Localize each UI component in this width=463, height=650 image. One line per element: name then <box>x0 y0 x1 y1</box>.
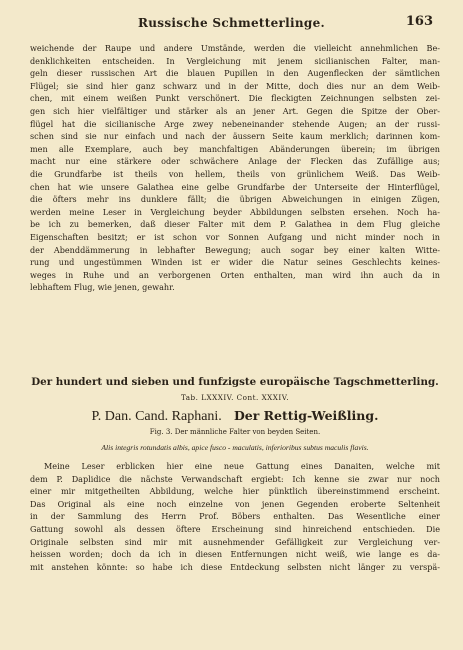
text-line: chen hat wie unsere Galathea eine gelbe Grundfarbe der Unterseite der Hinterflügel, <box>30 181 440 192</box>
text-line: einer mir mitgetheilten Abbildung, welche hier pünktlich übereinstimmend erscheint. <box>30 486 440 497</box>
text-line: mit anstehen könnte: so habe ich diese Entdeckung selbsten nicht länger zu verspä- <box>30 561 440 572</box>
species-latin-name: P. Dan. Cand. Raphani. <box>91 409 222 424</box>
plate-reference: Tab. LXXXIV. Cont. XXXIV. <box>181 393 289 402</box>
species-german-name: Der Rettig-Weißling. <box>233 408 379 423</box>
text-line: Das Original als eine noch einzelne von jenen Gegenden eroberte Seltenheit <box>30 498 440 509</box>
text-line: geln dieser russischen Art die blauen Pupillen in den Augenflecken der sämtlichen <box>30 68 440 79</box>
text-line: denklichkeiten entscheiden. In Vergleichung mit jenem sicilianischen Falter, man- <box>30 55 440 66</box>
text-line: dem P. Daplidice die nächste Verwandschaft ergiebt: Ich kenne sie zwar nur noch <box>30 473 440 484</box>
text-line: schen sind sie nur einfach und nach der äussern Seite kaum merklich; darinnen kom- <box>30 131 440 142</box>
text-line: Gattung sowohl als dessen öftere Erscheinung sind hinreichend entschieden. Die <box>30 523 440 534</box>
page-header <box>30 16 433 34</box>
text-line: der Abenddämmerung in lebhafter Bewegung; auch sogar bey einer kalten Witte- <box>30 244 440 255</box>
text-line: weges in Ruhe und an verborgenen Orten enthalten, man wird ihn auch da in <box>30 269 440 280</box>
paragraph-continuation <box>30 42 440 294</box>
text-line: die Grundfarbe ist theils von hellem, theils von grünlichem Weiß. Das Weib- <box>30 168 440 179</box>
text-line: heissen worden; doch da ich in diesen Entfernungen nicht weiß, wie lange es da- <box>30 549 440 560</box>
running-title: Russische Schmetterlinge. <box>138 16 325 30</box>
text-line: rung und ungestümmen Winden ist er wider die Natur seines Geschlechts keines- <box>30 257 440 268</box>
text-line: Originale selbsten sind mir mit ausnehmender Gefälligkeit zur Vergleichung ver- <box>30 536 440 547</box>
text-line: gen sich hier vielfältiger und stärker als an jener Art. Gegen die Spitze der Ober- <box>30 105 440 116</box>
text-line: macht nur eine stärkere oder schwächere Anlage der Flecken das Zufällige aus; <box>30 156 440 167</box>
text-line: weichende der Raupe und andere Umstände, werden die vielleicht annehmlichen Be- <box>30 43 440 53</box>
text-line: chen, mit einem weißen Punkt verschönert. Die fleckigten Zeichnungen selbsten zei- <box>30 93 440 104</box>
text-line: Flügel; sie sind hier ganz schwarz und in der Mitte, doch dies nur an dem Weib- <box>30 80 440 91</box>
paragraph-description <box>30 460 440 573</box>
page-number: 163 <box>405 14 433 29</box>
latin-description: Alis integris rotundatis albis, apice fusco - maculatis, inferioribus subtus maculis flavis. <box>101 443 369 452</box>
text-line: in der Sammlung des Herrn Prof. Böbers enthalten. Das Wesentliche einer <box>30 511 440 522</box>
text-line: lebhaftem Flug, wie jenen, gewahr. <box>30 282 175 293</box>
text-line: die öfters mehr ins dunklere fällt; die übrigen Abweichungen in einigen Zügen, <box>30 194 440 205</box>
text-line: flügel hat die sicilianische Arge zwey nebeneinander stehende Augen; an der russi- <box>30 118 440 129</box>
species-title <box>30 408 440 425</box>
text-line: werden meine Leser in Vergleichung beyder Abbildungen selbsten ersehen. Noch ha- <box>30 206 440 217</box>
text-line: Meine Leser erblicken hier eine neue Gattung eines Danaiten, welche mit <box>44 461 440 471</box>
section-heading: Der hundert und sieben und funfzigste europäische Tagschmetterling. <box>31 376 439 388</box>
text-line: men alle Exemplare, auch bey manchfaltigen Abänderungen überein; im übrigen <box>30 143 440 154</box>
text-line: Eigenschaften besitzt; er ist schon vor Sonnen Aufgang und nicht minder noch in <box>30 231 440 242</box>
text-line: be ich zu bemerken, daß dieser Falter mit dem P. Galathea in dem Flug gleiche <box>30 219 440 230</box>
figure-caption: Fig. 3. Der männliche Falter von beyden Seiten. <box>149 428 321 436</box>
